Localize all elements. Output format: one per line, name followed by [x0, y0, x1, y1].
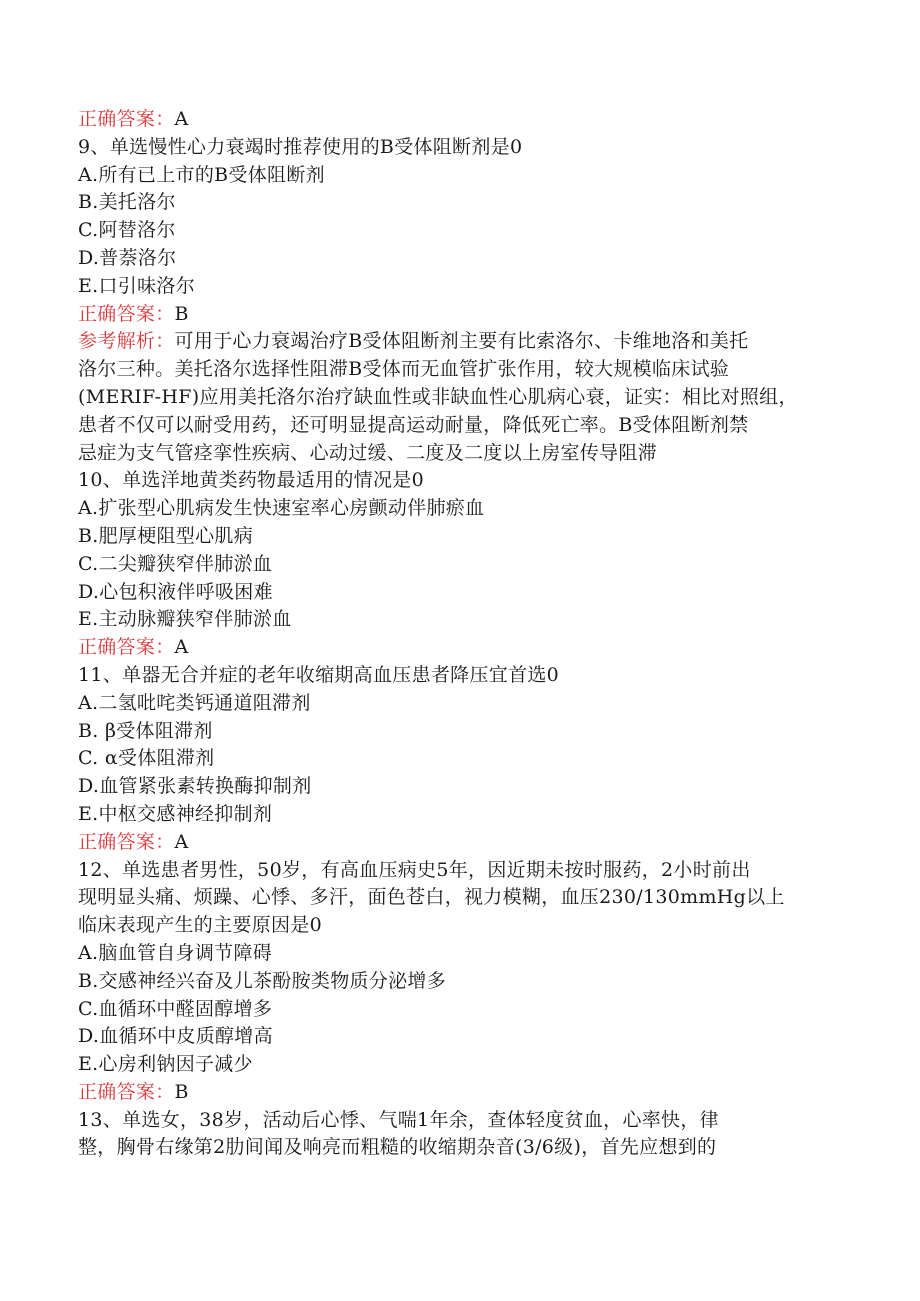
answer-value: A [174, 636, 189, 659]
question-11-option-d: D.血管紧张素转换酶抑制剂 [78, 775, 312, 798]
answer-label: 正确答案： [78, 1080, 175, 1103]
question-9-analysis-line-5: 忌症为支气管痉挛性疾病、心动过缓、二度及二度以上房室传导阻滞 [78, 441, 658, 464]
question-12-option-b: B.交感神经兴奋及儿茶酚胺类物质分泌增多 [78, 969, 447, 992]
question-9-option-b: B.美托洛尔 [78, 191, 176, 214]
analysis-label: 参考解析： [78, 330, 175, 353]
question-10-option-d: D.心包积液伴呼吸困难 [78, 580, 273, 603]
question-12-stem-line-1: 12、单选患者男性，50岁，有高血压病史5年，因近期未按时服药，2小时前出 [78, 858, 751, 881]
question-10-answer [78, 634, 858, 662]
question-11-option-e: E.中枢交感神经抑制剂 [78, 802, 273, 825]
question-12-option-c: C.血循环中醛固醇增多 [78, 997, 273, 1020]
answer-value: A [174, 830, 189, 853]
analysis-text: 可用于心力衰竭治疗B受体阻断剂主要有比索洛尔、卡维地洛和美托 [174, 330, 749, 353]
document-page [78, 106, 858, 1162]
question-11-answer [78, 829, 858, 857]
answer-label: 正确答案： [78, 108, 175, 130]
question-9-analysis-line-1 [78, 328, 858, 356]
question-11-option-b: B. β受体阻滞剂 [78, 719, 213, 742]
question-10-option-b: B.肥厚梗阻型心肌病 [78, 524, 254, 547]
question-13-stem-line-1: 13、单选女，38岁，活动后心悸、气喘1年余，查体轻度贫血，心率快，律 [78, 1108, 719, 1131]
answer-label: 正确答案： [78, 830, 175, 853]
question-10-option-c: C.二尖瓣狭窄伴肺淤血 [78, 552, 273, 575]
answer-label: 正确答案： [78, 302, 175, 325]
question-12-stem-line-2: 现明显头痛、烦躁、心悸、多汗，面色苍白，视力模糊，血压230/130mmHg以上 [78, 886, 785, 909]
question-9-answer [78, 301, 858, 329]
question-9-option-c: C.阿替洛尔 [78, 219, 176, 242]
question-12-stem-line-3: 临床表现产生的主要原因是0 [78, 914, 322, 937]
question-10-stem: 10、单选洋地黄类药物最适用的情况是0 [78, 469, 424, 492]
question-9-analysis-line-3: (MERIF-HF)应用美托洛尔治疗缺血性或非缺血性心肌病心衰，证实：相比对照组， [78, 385, 798, 408]
answer-line-prev [78, 106, 858, 134]
question-10-option-a: A.扩张型心肌病发生快速室率心房颤动伴肺瘀血 [78, 497, 485, 520]
answer-value: B [174, 302, 189, 325]
question-12-option-d: D.血循环中皮质醇增高 [78, 1025, 273, 1048]
question-11-option-a: A.二氢吡咤类钙通道阻滞剂 [78, 691, 311, 714]
answer-value: A [174, 108, 189, 130]
question-9-option-a: A.所有已上市的B受体阻断剂 [78, 163, 325, 186]
question-10-option-e: E.主动脉瓣狭窄伴肺淤血 [78, 608, 292, 631]
question-9-analysis-line-2: 洛尔三种。美托洛尔选择性阻滞B受体而无血管扩张作用，较大规模临床试验 [78, 358, 730, 381]
answer-label: 正确答案： [78, 636, 175, 659]
question-9-option-e: E.口引味洛尔 [78, 274, 196, 297]
question-11-stem: 11、单器无合并症的老年收缩期高血压患者降压宜首选0 [78, 663, 560, 686]
answer-value: B [174, 1080, 189, 1103]
question-9-stem: 9、单选慢性心力衰竭时推荐使用的B受体阻断剂是0 [78, 135, 523, 158]
question-12-option-a: A.脑血管自身调节障碍 [78, 941, 273, 964]
question-12-answer [78, 1079, 858, 1107]
question-9-analysis-line-4: 患者不仅可以耐受用药，还可明显提高运动耐量，降低死亡率。B受体阻断剂禁 [78, 413, 749, 436]
question-13-stem-line-2: 整，胸骨右缘第2肋间闻及响亮而粗糙的收缩期杂音(3/6级)，首先应想到的 [78, 1136, 717, 1159]
question-12-option-e: E.心房利钠因子减少 [78, 1053, 253, 1076]
question-9-option-d: D.普萘洛尔 [78, 246, 177, 269]
question-11-option-c: C. α受体阻滞剂 [78, 747, 215, 770]
